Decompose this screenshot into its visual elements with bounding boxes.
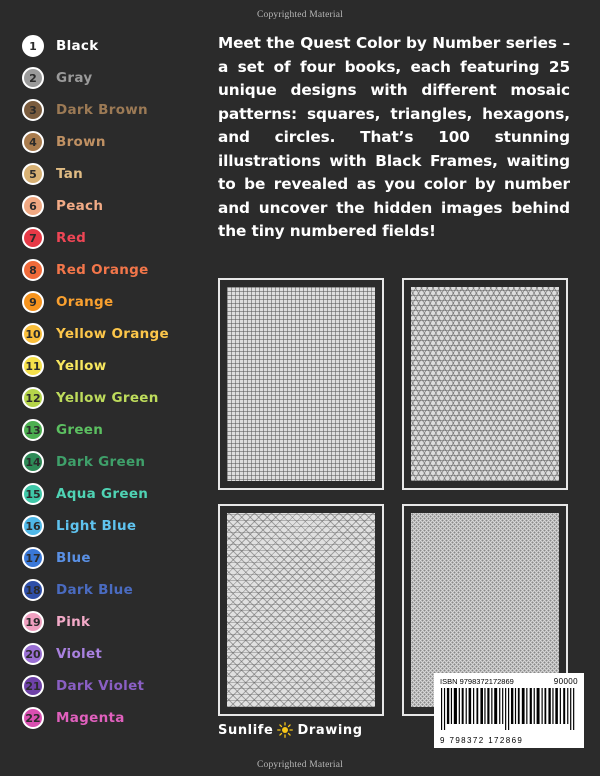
legend-color-chip: 17: [22, 547, 44, 569]
legend-color-chip: 7: [22, 227, 44, 249]
sun-icon: [277, 722, 293, 738]
legend-row: [22, 638, 207, 670]
legend-color-chip: 2: [22, 67, 44, 89]
legend-color-label: Yellow: [56, 358, 107, 374]
legend-row: [22, 414, 207, 446]
legend-row: [22, 606, 207, 638]
legend-row: [22, 478, 207, 510]
legend-color-chip: 12: [22, 387, 44, 409]
legend-color-chip: 22: [22, 707, 44, 729]
legend-color-chip: 9: [22, 291, 44, 313]
mosaic-pattern-hexagons: [411, 287, 559, 481]
legend-color-label: Yellow Orange: [56, 326, 169, 342]
legend-color-chip: 19: [22, 611, 44, 633]
legend-row: [22, 510, 207, 542]
legend-color-chip: 11: [22, 355, 44, 377]
description-text: Meet the Quest Color by Number series – a set of four books, each featuring 25 unique designs with different mosaic patterns: squares, triangles, hexagons, and circles. That’s 100 stunning illustrations with Black Frames, waiting to be revealed as you color by number and uncover the hidden images behind the tiny numbered fields!: [218, 34, 570, 240]
barcode-digits: 9 798372 172869: [440, 736, 524, 745]
legend-color-label: Dark Brown: [56, 102, 148, 118]
legend-color-chip: 18: [22, 579, 44, 601]
legend-row: [22, 190, 207, 222]
legend-color-label: Peach: [56, 198, 104, 214]
legend-color-chip: 15: [22, 483, 44, 505]
legend-color-label: Light Blue: [56, 518, 137, 534]
legend-color-label: Magenta: [56, 710, 125, 726]
legend-row: [22, 62, 207, 94]
legend-color-chip: 5: [22, 163, 44, 185]
legend-color-label: Pink: [56, 614, 91, 630]
legend-row: [22, 542, 207, 574]
legend-color-label: Tan: [56, 166, 84, 182]
preview-thumbnail-triangles: [218, 504, 384, 716]
legend-row: [22, 126, 207, 158]
barcode-block: [434, 673, 584, 748]
legend-color-label: Green: [56, 422, 104, 438]
mosaic-pattern-triangles: [227, 513, 375, 707]
legend-row: [22, 286, 207, 318]
publisher-word-two: Drawing: [297, 722, 363, 738]
legend-color-chip: 16: [22, 515, 44, 537]
legend-color-label: Red Orange: [56, 262, 149, 278]
legend-row: [22, 318, 207, 350]
legend-color-chip: 14: [22, 451, 44, 473]
legend-row: [22, 94, 207, 126]
publisher-word-one: Sunlife: [218, 722, 274, 738]
isbn-text: ISBN 9798372172869: [440, 677, 514, 686]
legend-row: [22, 702, 207, 734]
legend-color-chip: 13: [22, 419, 44, 441]
copyright-watermark-bottom: Copyrighted Material: [256, 760, 344, 770]
preview-thumbnail-hexagons: [402, 278, 568, 490]
legend-color-chip: 21: [22, 675, 44, 697]
legend-color-chip: 10: [22, 323, 44, 345]
legend-color-chip: 1: [22, 35, 44, 57]
legend-color-label: Dark Blue: [56, 582, 134, 598]
legend-row: [22, 30, 207, 62]
legend-color-chip: 3: [22, 99, 44, 121]
legend-color-label: Brown: [56, 134, 106, 150]
legend-row: [22, 382, 207, 414]
legend-color-label: Violet: [56, 646, 103, 662]
legend-color-label: Black: [56, 38, 99, 54]
legend-color-label: Dark Violet: [56, 678, 145, 694]
legend-color-label: Gray: [56, 70, 93, 86]
legend-color-chip: 20: [22, 643, 44, 665]
preview-grid: [218, 278, 572, 716]
legend-row: [22, 222, 207, 254]
legend-color-label: Orange: [56, 294, 114, 310]
legend-color-label: Dark Green: [56, 454, 146, 470]
mosaic-pattern-squares: [227, 287, 375, 481]
legend-row: [22, 158, 207, 190]
legend-row: [22, 574, 207, 606]
legend-color-label: Red: [56, 230, 87, 246]
legend-color-chip: 8: [22, 259, 44, 281]
preview-thumbnail-squares: [218, 278, 384, 490]
barcode-bars: [440, 688, 578, 730]
legend-row: [22, 670, 207, 702]
legend-color-label: Blue: [56, 550, 91, 566]
legend-color-chip: 4: [22, 131, 44, 153]
legend-color-label: Yellow Green: [56, 390, 159, 406]
isbn-row: [440, 677, 578, 686]
legend-color-label: Aqua Green: [56, 486, 149, 502]
legend-row: [22, 350, 207, 382]
price-code: 90000: [553, 677, 578, 686]
legend-row: [22, 446, 207, 478]
legend-color-chip: 6: [22, 195, 44, 217]
legend-row: [22, 254, 207, 286]
publisher-logo: [218, 722, 418, 738]
copyright-watermark-top: Copyrighted Material: [256, 10, 344, 20]
color-legend: [22, 30, 207, 734]
